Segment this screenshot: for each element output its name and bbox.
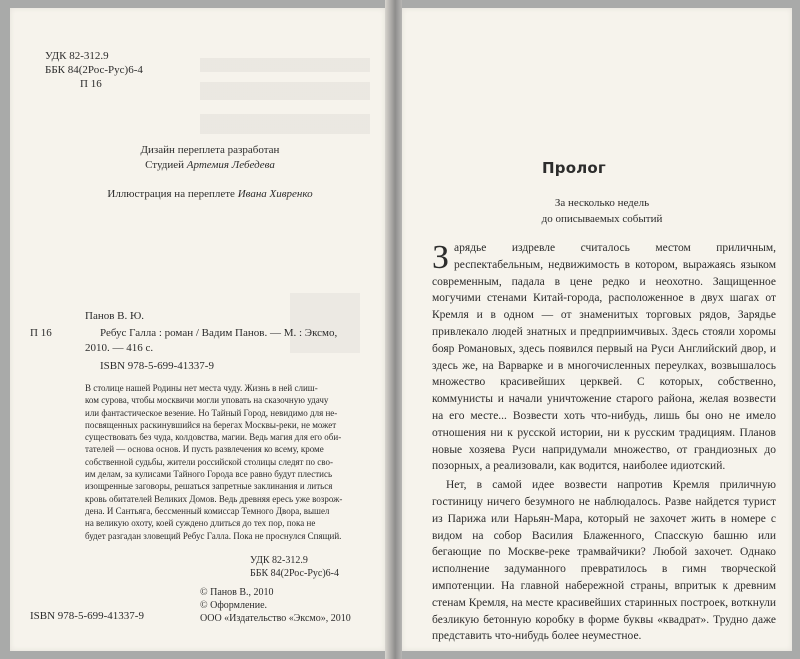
bleed-through-mark (290, 293, 360, 353)
annotation-line: ком сурова, чтобы москвичи могли уповать на сказочную удачу (85, 395, 329, 406)
isbn-line: ISBN 978-5-699-41337-9 (100, 360, 214, 372)
bleed-through-cover-art (200, 58, 370, 158)
studio-name: Артемия Лебедева (186, 159, 275, 171)
author-sign-code: П 16 (80, 78, 102, 90)
udk-code: УДК 82-312.9 (45, 50, 109, 62)
author-heading: Панов В. Ю. (85, 310, 145, 322)
chapter-subtitle-line-2: до описываемых событий (541, 213, 663, 225)
cover-design-studio (110, 159, 310, 172)
annotation-line: на великую охоту, коей суждено длиться до тех пор, пока не (85, 518, 316, 529)
isbn-bottom: ISBN 978-5-699-41337-9 (30, 610, 144, 622)
annotation-line: тателей — основа основ. И пусть развлечения ко всему, кроме (85, 444, 324, 455)
book-spine-fold (385, 0, 402, 659)
right-page (402, 8, 792, 651)
illustration-prefix: Иллюстрация на переплете (107, 188, 235, 200)
annotation-line: кровь обитателей Великих Домов. Ведь древняя ересь уже возрож- (85, 493, 343, 504)
chapter-body (432, 240, 776, 645)
bbk-code-bottom: ББК 84(2Рос-Рус)6-4 (250, 568, 339, 579)
copyright-author: © Панов В., 2010 (200, 587, 274, 598)
annotation-line: посвященных раскинувшийся на берегах Москвы-реки, не может (85, 419, 337, 430)
paragraph-1 (432, 240, 776, 475)
annotation-line: будет разгадан зловещий Ребус Галла. Пока не проснулся Спящий. (85, 530, 342, 541)
chapter-subtitle-line-1: За несколько недель (554, 197, 650, 209)
paragraph-1-text: арядье издревле считалось местом приличным, респектабельным, недвижимость в котором, выражаясь языком современным, падала в цене редко и неохотно. Защищенное могучими стенами Китай-города, расположенное в двух шагах от Кремля и в одном — от знаменитых торговых рядов, Зарядье привлекало людей знатных и предприимчивых. Здесь стояли хоромы бояр Романовых, здесь появился первый на Руси Английский двор, и здесь же, на Варварке и в многочисленных переулках, возвышалось множество красивейших церквей. С которых, собственно, коммунисты и начали уничтожение старого района, желая возвести на его месте... Возвести хоть что-нибудь, лишь бы оно не имело отношения ни к русской истории, ни к русским традициям. Планов новые хозяева Руси напридумали множество, от грандиозных до позорных, а реализовали, как водится, наиболее идиотский. (432, 242, 776, 473)
udk-code-bottom: УДК 82-312.9 (250, 555, 308, 566)
chapter-title: Пролог (542, 159, 606, 177)
bibliographic-line-2: 2010. — 416 с. (85, 342, 154, 354)
copyright-publisher: ООО «Издательство «Эксмо», 2010 (200, 613, 351, 624)
annotation-line: В столице нашей Родины нет места чуду. Жизнь в ней слиш- (85, 383, 318, 393)
studio-prefix: Студией (145, 159, 185, 171)
drop-cap: З (432, 239, 450, 276)
annotation-line: или фантастическое везение. Но Тайный Город, невидимо для не- (85, 407, 338, 418)
annotation-line: изощренные заговоры, решаться запретные заклинания и литься (85, 481, 333, 492)
bbk-code: ББК 84(2Рос-Рус)6-4 (45, 64, 143, 76)
annotation-line: дена. И Сантьяга, бессменный комиссар Темного Двора, вышел (85, 505, 330, 516)
illustration-credit (70, 188, 350, 201)
cover-design-line: Дизайн переплета разработан (140, 144, 280, 156)
left-page (10, 8, 385, 651)
copyright-design: © Оформление. (200, 600, 268, 611)
paragraph-2: Нет, в самой идее возвести напротив Кремля приличную гостиницу ничего безумного не наблюдалось. Разве найдется турист из Парижа или Нарьян-Мара, который не захочет жить в номере с видом на собор Василия Блаженного, Спасскую башню или бегающие по Москве-реке трамвайчики? Любой захочет. Однако исполнение задуманного превратилось в гимн творческой импотенции. На главной набережной страны, впритык к древним стенам Кремля, на месте красивейших старинных построек, воткнули безликую бетонную коробку в форме буквы «квадрат». Трудно даже представить что-нибудь более неуместное. (432, 479, 776, 643)
annotation (85, 382, 380, 542)
annotation-line: собственной судьбы, жители российской столицы следят по сво- (85, 456, 333, 467)
illustrator-name: Ивана Хивренко (237, 188, 313, 200)
author-sign-code-margin: П 16 (30, 327, 52, 339)
bibliographic-line-1: Ребус Галла : роман / Вадим Панов. — М. : Эксмо, (100, 327, 338, 339)
annotation-line: существовать без чуда, колдовства, магии. Ведь магия для его оби- (85, 432, 342, 443)
annotation-line: им делам, за кулисами Тайного Города все равно будут плестись (85, 469, 333, 480)
